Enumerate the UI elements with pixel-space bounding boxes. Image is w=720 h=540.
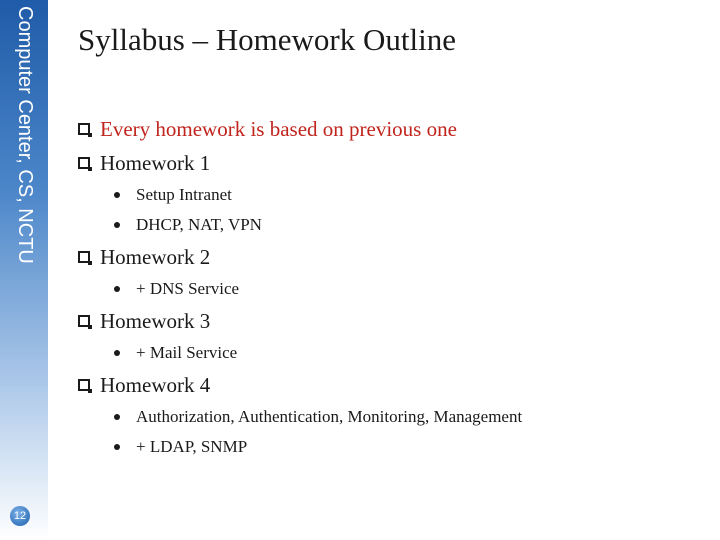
page-title: Syllabus – Homework Outline bbox=[78, 22, 456, 57]
sub-bullet-item bbox=[78, 402, 698, 432]
sidebar-banner bbox=[0, 0, 48, 540]
sub-bullet-text: DHCP, NAT, VPN bbox=[136, 215, 262, 234]
sub-bullet-text: + LDAP, SNMP bbox=[136, 437, 248, 456]
sub-bullet-item bbox=[78, 210, 698, 240]
dot-bullet-icon bbox=[114, 222, 120, 228]
sidebar-org-label: Computer Center, CS, NCTU bbox=[14, 6, 36, 264]
bullet-text: Homework 4 bbox=[100, 372, 211, 397]
sub-bullet-text: Authorization, Authentication, Monitoring, Management bbox=[136, 407, 523, 426]
checkbox-bullet-icon bbox=[78, 251, 90, 263]
bullet-text: Homework 1 bbox=[100, 150, 211, 175]
checkbox-bullet-icon bbox=[78, 157, 90, 169]
checkbox-bullet-icon bbox=[78, 123, 90, 135]
bullet-item bbox=[78, 368, 698, 402]
bullet-item bbox=[78, 240, 698, 274]
dot-bullet-icon bbox=[114, 414, 120, 420]
bullet-item bbox=[78, 112, 698, 146]
sub-bullet-item bbox=[78, 180, 698, 210]
bullet-text: Every homework is based on previous one bbox=[100, 116, 457, 141]
bullet-list bbox=[78, 112, 698, 462]
bullet-text: Homework 3 bbox=[100, 308, 211, 333]
dot-bullet-icon bbox=[114, 350, 120, 356]
bullet-item bbox=[78, 146, 698, 180]
sub-bullet-text: Setup Intranet bbox=[136, 185, 232, 204]
sub-bullet-text: + DNS Service bbox=[136, 279, 240, 298]
dot-bullet-icon bbox=[114, 192, 120, 198]
bullet-item bbox=[78, 304, 698, 338]
page-number-badge: 12 bbox=[10, 506, 30, 526]
dot-bullet-icon bbox=[114, 286, 120, 292]
checkbox-bullet-icon bbox=[78, 315, 90, 327]
checkbox-bullet-icon bbox=[78, 379, 90, 391]
bullet-text: Homework 2 bbox=[100, 244, 211, 269]
sub-bullet-item bbox=[78, 432, 698, 462]
sub-bullet-item bbox=[78, 274, 698, 304]
sub-bullet-item bbox=[78, 338, 698, 368]
dot-bullet-icon bbox=[114, 444, 120, 450]
sub-bullet-text: + Mail Service bbox=[136, 343, 238, 362]
